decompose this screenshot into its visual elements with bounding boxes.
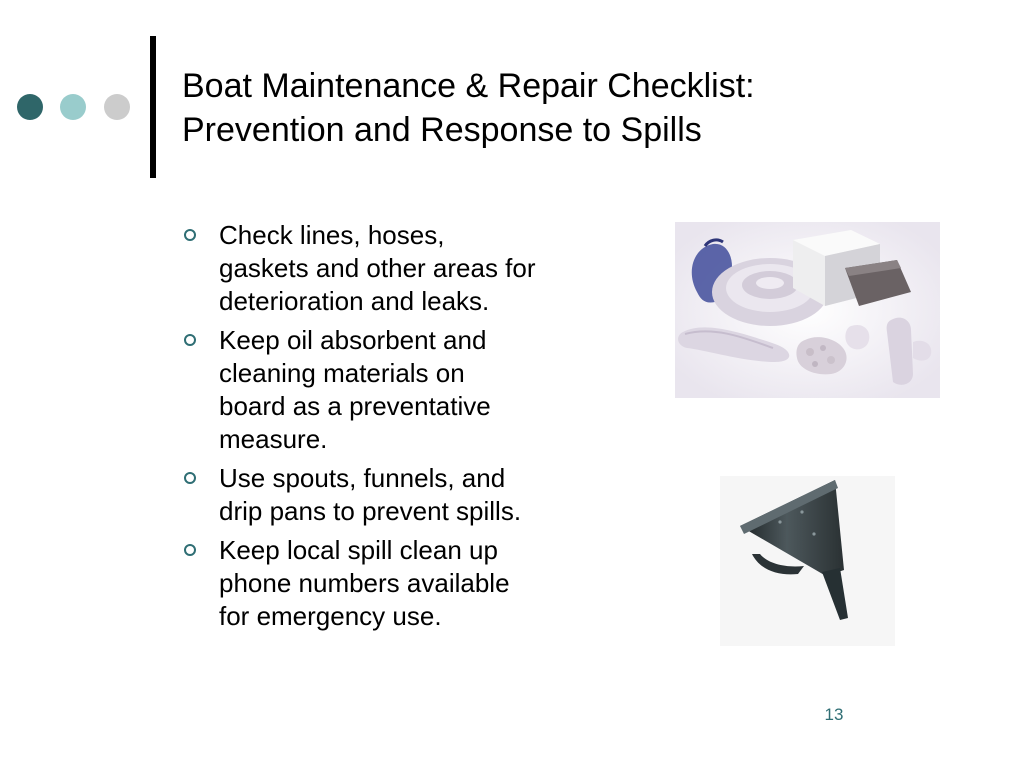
bullet-item	[184, 462, 614, 528]
bullet-line: Keep local spill clean up	[219, 535, 498, 565]
bullet-line: measure.	[219, 424, 328, 454]
spill-kit-image	[675, 222, 940, 398]
bullet-item	[184, 534, 614, 633]
bullet-line: Check lines, hoses,	[219, 220, 445, 250]
bullet-item	[184, 219, 614, 318]
page-number: 13	[824, 705, 844, 724]
bullet-item	[184, 324, 614, 456]
bullet-text	[219, 534, 614, 633]
slide-title-line-1: Boat Maintenance & Repair Checklist:	[182, 67, 755, 105]
bullet-line: Keep oil absorbent and	[219, 325, 487, 355]
bullet-list	[184, 219, 614, 639]
bullet-line: cleaning materials on	[219, 358, 465, 388]
decorative-dot-gray	[104, 94, 130, 120]
bullet-marker-icon	[184, 334, 196, 346]
bullet-text	[219, 324, 614, 456]
decorative-dot-light	[60, 94, 86, 120]
title-divider	[150, 36, 156, 178]
bullet-marker-icon	[184, 229, 196, 241]
bullet-line: drip pans to prevent spills.	[219, 496, 522, 526]
funnel-image	[720, 476, 895, 646]
bullet-text	[219, 219, 614, 318]
bullet-line: phone numbers available	[219, 568, 510, 598]
spill-kit-illustration	[675, 222, 940, 398]
slide-title-line-2: Prevention and Response to Spills	[182, 111, 702, 149]
bullet-text	[219, 462, 614, 528]
decorative-dot-dark	[17, 94, 43, 120]
bullet-marker-icon	[184, 472, 196, 484]
bullet-line: Use spouts, funnels, and	[219, 463, 506, 493]
slide-title	[182, 64, 982, 152]
bullet-line: for emergency use.	[219, 601, 442, 631]
funnel-illustration	[720, 476, 895, 646]
bullet-line: gaskets and other areas for	[219, 253, 536, 283]
bullet-line: deterioration and leaks.	[219, 286, 490, 316]
bullet-marker-icon	[184, 544, 196, 556]
bullet-line: board as a preventative	[219, 391, 491, 421]
